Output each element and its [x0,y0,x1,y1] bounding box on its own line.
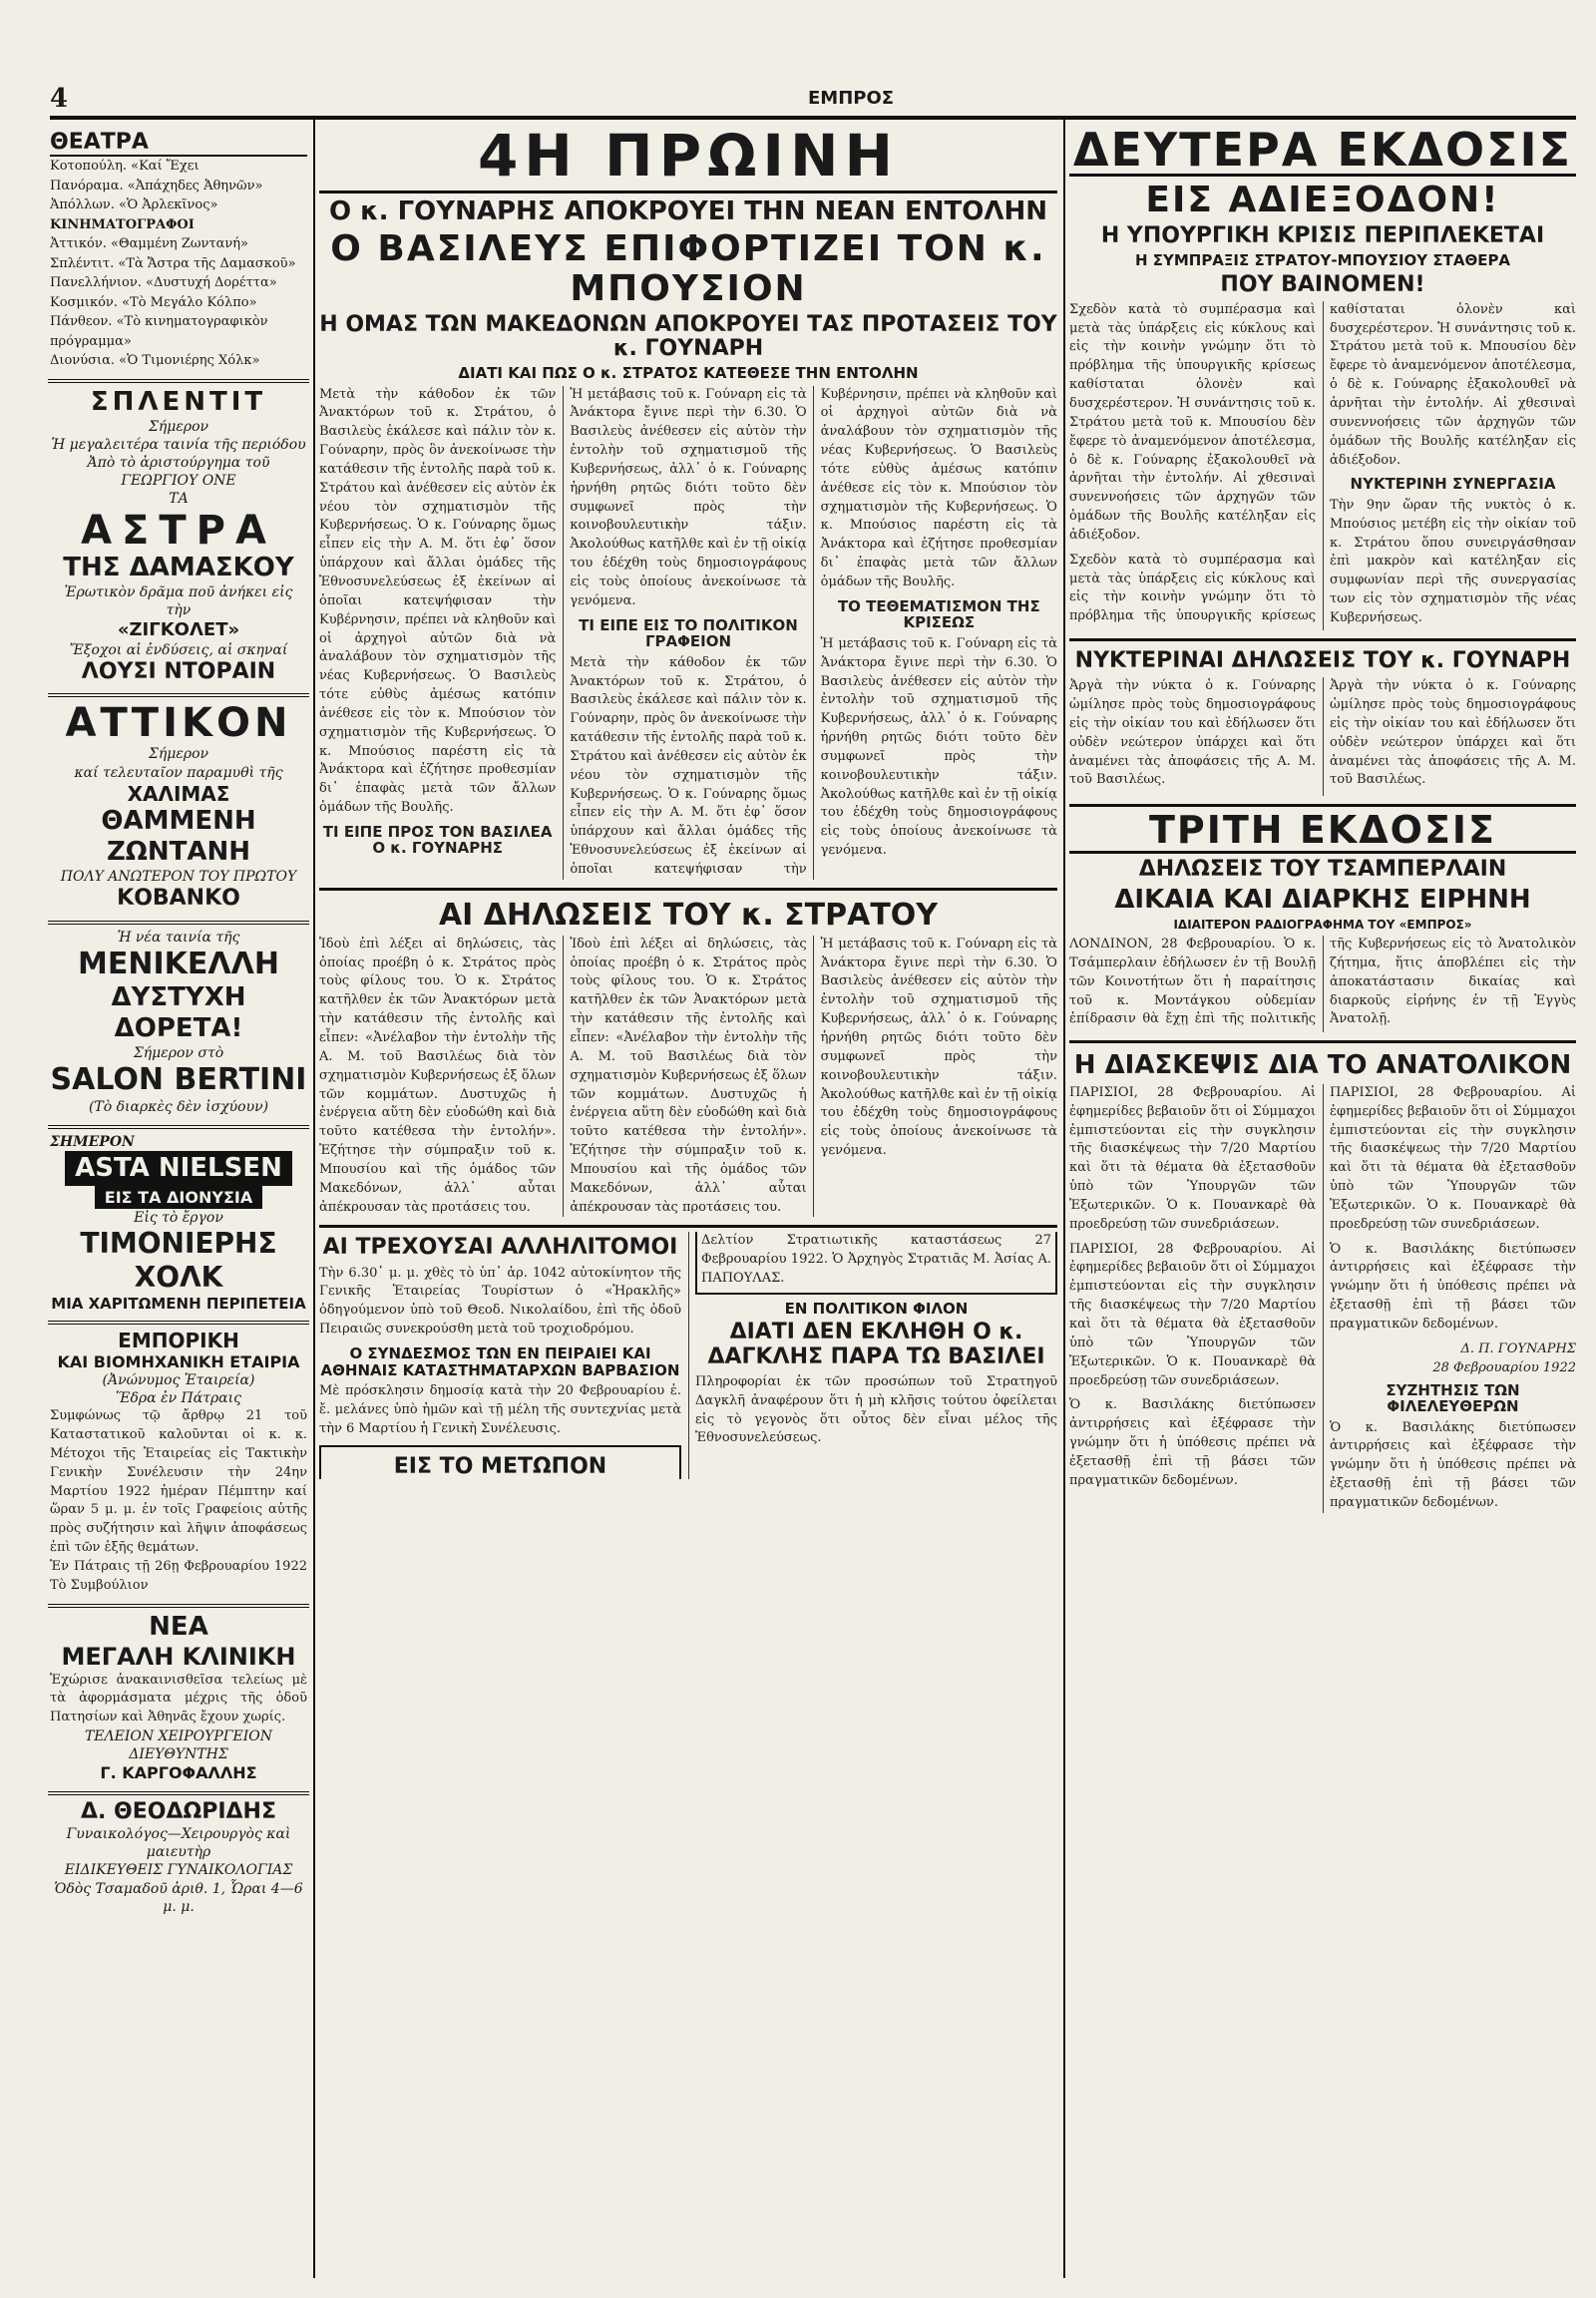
paragraph: Τὴν 6.30᾽ μ. μ. χθὲς τὸ ὑπ᾽ ἀρ. 1042 αὐτοκίνητον τῆς Γενικῆς Ἑταιρείας Τουρίστων ὁ «Ἡρακλῆς» ὁδηγούμενον ὑπὸ τοῦ Θεοδ. Νικολαίδου, ἐπὶ τῆς ὁδοῦ Πειραιῶς συνεκρούσθη μετὰ τοῦ τροχιοδρόμου. [319,1265,681,1338]
headline: ΕΙΣ ΑΔΙΕΞΟΔΟΝ! [1145,180,1500,221]
paragraph: Ἀργὰ τὴν νύκτα ὁ κ. Γούναρης ὡμίλησε πρὸς τοὺς δημοσιογράφους εἰς τὴν οἰκίαν του καὶ ἐδήλωσεν ὅτι οὐδὲν νεώτερον ὑπάρχει καὶ ὅτι ἀναμένει τὰς ἀποφάσεις τῆς Α. Μ. τοῦ Βασιλέως. [1330,678,1576,788]
theatre-line: ΚΙΝΗΜΑΤΟΓΡΑΦΟΙ [50,216,195,232]
headline: Ο κ. ΓΟΥΝΑΡΗΣ ΑΠΟΚΡΟΥΕΙ ΤΗΝ ΝΕΑΝ ΕΝΤΟΛΗΝ [329,195,1047,226]
headline: ΠΟΥ ΒΑΙΝΟΜΕΝ! [1220,271,1425,297]
splendid-series: «ΖΙΓΚΟΛΕΤ» [117,619,240,641]
paragraph: ΛΟΝΔΙΝΟΝ, 28 Φεβρουαρίου. Ὁ κ. Τσάμπερλαιν ἐδήλωσεν ἐν τῇ Βουλῇ τῶν Κοινοτήτων ὅτι ἡ παραίτησις τοῦ κ. Μοντάγκου οὐδεμίαν ἐπίδρασιν θὰ ἔχῃ ἐπὶ τῆς πολιτικῆς τῆς Κυβερνήσεως εἰς τὸ Ἀνατολικὸν ζήτημα, ἥτις ἀποβλέπει εἰς τὴν ἀποκατάστασιν δικαίας καὶ διαρκοῦς εἰρήνης ἐν τῇ Ἐγγὺς Ἀνατολῇ. [1069,937,1576,1027]
clinic-director-label: ΔΙΕΥΘΥΝΤΗΣ [129,1746,228,1763]
paragraph: Ὁ κ. Βασιλάκης διετύπωσεν ἀντιρρήσεις καὶ ἐξέφρασε τὴν γνώμην ὅτι ἡ ὑπόθεσις πρέπει νὰ ἐξετασθῇ ἐπὶ τῇ βάσει τῶν πραγματικῶν δεδομένων. [1330,1241,1576,1332]
subheading: ΤΟ ΤΕΘΕΜΑΤΙΣΜΟΝ ΤΗΣ ΚΡΙΣΕΩΣ [837,596,1040,632]
splendid-desc: Ἐρωτικὸν δρᾶμα ποῦ ἀνήκει εἰς τὴν [64,583,293,618]
company-title2: ΚΑΙ ΒΙΟΜΗΧΑΝΙΚΗ ΕΤΑΙΡΙΑ [57,1351,300,1371]
splendid-film2: ΤΗΣ ΔΑΜΑΣΚΟΥ [63,552,294,582]
edition-title: ΤΡΙΤΗ ΕΚΔΟΣΙΣ [1069,811,1576,854]
headline: Η ΔΙΑΣΚΕΨΙΣ ΔΙΑ ΤΟ ΑΝΑΤΟΛΙΚΟΝ [1073,1050,1572,1081]
doctor-spec2: ΕΙΔΙΚΕΥΘΕΙΣ ΓΥΝΑΙΚΟΛΟΓΙΑΣ [64,1862,293,1879]
subheading: ΤΙ ΕΙΠΕ ΕΙΣ ΤΟ ΠΟΛΙΤΙΚΟΝ ΓΡΑΦΕΙΟΝ [579,615,798,651]
splendid-film1: ΑΣΤΡΑ [81,507,276,554]
paragraph: Ἡ μετάβασις τοῦ κ. Γούναρη εἰς τὰ Ἀνάκτορα ἔγινε περὶ τὴν 6.30. Ὁ Βασιλεὺς ἀνέθεσεν εἰς αὐτὸν τὴν ἐντολὴν τοῦ σχηματισμοῦ τῆς Κυβερνήσεως, ἀλλ᾽ ὁ κ. Γούναρης ἠρνήθη ρητῶς διότι τοῦτο δὲν συμφωνεῖ πρὸς τὴν κοινοβουλευτικὴν τάξιν. Ἀκολούθως κατῆλθε καὶ ἐν τῇ οἰκίᾳ του ἐδέχθη τοὺς δημοσιογράφους εἰς τοὺς ὁποίους ἀνεκοίνωσε τὰ γενόμενα. [820,936,1057,1159]
paragraph: Ἡ μετάβασις τοῦ κ. Γούναρη εἰς τὰ Ἀνάκτορα ἔγινε περὶ τὴν 6.30. Ὁ Βασιλεὺς ἀνέθεσεν εἰς αὐτὸν τὴν ἐντολὴν τοῦ σχηματισμοῦ τῆς Κυβερνήσεως, ἀλλ᾽ ὁ κ. Γούναρης ἠρνήθη ρητῶς διότι τοῦτο δὲν συμφωνεῖ πρὸς τὴν κοινοβουλευτικὴν τάξιν. Ἀκολούθως κατῆλθε καὶ ἐν τῇ οἰκίᾳ του ἐδέχθη τοὺς δημοσιογράφους εἰς τοὺς ὁποίους ἀνεκοίνωσε τὰ γενόμενα. [570,386,807,608]
headline: Η ΣΥΜΠΡΑΞΙΣ ΣΤΡΑΤΟΥ-ΜΠΟΥΣΙΟΥ ΣΤΑΘΕΡΑ [1134,251,1511,270]
date-line: 28 Φεβρουαρίου 1922 [1432,1359,1576,1375]
clinic-ad [48,1608,309,1795]
attikon-film2: ΘΑΜΜΕΝΗ ΖΩΝΤΑΝΗ [101,805,256,867]
clinic-dept: ΤΕΛΕΙΟΝ ΧΕΙΡΟΥΡΓΕΙΟΝ [84,1728,273,1745]
splendid-the: ΤΑ [169,491,189,508]
headline: ΙΔΙΑΙΤΕΡΟΝ ΡΑΔΙΟΓΡΑΦΗΜΑ ΤΟΥ «ΕΜΠΡΟΣ» [1173,917,1472,932]
attikon-name: ΑΤΤΙΚΟΝ [65,700,292,747]
attikon-intro: καί τελευταῖον παραμυθὶ τῆς [74,764,283,781]
paragraph: Ὁ κ. Βασιλάκης διετύπωσεν ἀντιρρήσεις καὶ ἐξέφρασε τὴν γνώμην ὅτι ἡ ὑπόθεσις πρέπει νὰ ἐξετασθῇ ἐπὶ τῇ βάσει τῶν πραγματικῶν δεδομένων. [1330,1419,1576,1510]
theatre-line: Πανόραμα. «Ἀπάχηδες Ἀθηνῶν» [50,178,263,193]
asta-film: ΤΙΜΟΝΙΕΡΗΣ ΧΟΛΚ [80,1227,277,1294]
theatre-line: Σπλέντιτ. «Τὰ Ἄστρα τῆς Δαμασκοῦ» [50,255,296,271]
paragraph: Σχεδὸν κατὰ τὸ συμπέρασμα καὶ μετὰ τὰς ὑπάρξεις εἰς κύκλους καὶ εἰς τὴν κοινὴν γνώμην ὅτι τὸ πρόβλημα τῆς ὑπουργικῆς κρίσεως καθίσταται ὁλονὲν καὶ δυσχερέστερον. Ἡ συνάντησις τοῦ κ. Στράτου μετὰ τοῦ κ. Μπουσίου δὲν ἔφερε τὸ ἀναμενόμενον ἀποτέλεσμα, ὁ δὲ κ. Γούναρης ἐξακολουθεῖ νὰ ἀρνῆται τὴν ἐντολήν. Αἱ χθεσιναὶ συνεννοήσεις τῶν ἀρχηγῶν τῶν ὁμάδων τῆς Βουλῆς κατέληξαν εἰς ἀδιέξοδον. [1069,301,1576,624]
column-rule [313,120,315,2278]
theatre-line: Πανελλήνιον. «Δυστυχή Δορέττα» [50,275,277,290]
right-column [1069,126,1576,2278]
article-body [319,386,1057,880]
asta-line: ΜΙΑ ΧΑΡΙΤΩΜΕΝΗ ΠΕΡΙΠΕΤΕΙΑ [51,1294,306,1313]
paragraph: ΠΑΡΙΣΙΟΙ, 28 Φεβρουαρίου. Αἱ ἐφημερίδες βεβαιοῦν ὅτι οἱ Σύμμαχοι ἐμπιστεύονται εἰς τὴν συγκλησιν τῆς διασκέψεως τὴν 7/20 Μαρτίου καὶ ὅτι τὰ θέματα θὰ ἐξετασθοῦν ὑπὸ τῶν Ὑπουργῶν τῶν Ἐξωτερικῶν. Ὁ κ. Πουανκαρὲ θὰ προεδρεύσῃ τῶν συνεδριάσεων. [1330,1084,1576,1232]
menikelli-film: ΔΥΣΤΥΧΗ ΔΟΡΕΤΑ! [111,981,246,1044]
headline: ΔΙΑΤΙ ΚΑΙ ΠΩΣ Ο κ. ΣΤΡΑΤΟΣ ΚΑΤΕΘΕΣΕ ΤΗΝ ΕΝΤΟΛΗΝ [458,364,919,383]
headline: Η ΟΜΑΣ ΤΩΝ ΜΑΚΕΔΟΝΩΝ ΑΠΟΚΡΟΥΕΙ ΤΑΣ ΠΡΟΤΑΣΕΙΣ ΤΟΥ κ. ΓΟΥΝΑΡΗ [319,311,1057,361]
paragraph: Μὲ πρόσκλησιν δημοσίᾳ κατὰ τὴν 20 Φεβρουαρίου ἐ. ἔ. μελάνες ὑπὸ ἡμῶν καὶ τῇ μέλη τῆς συντεχνίας μετὰ τὴν 6 Μαρτίου ἡ Γενικὴ Συνέλευσις. [319,1383,681,1436]
attikon-film1: ΧΑΛΙΜΑΣ [127,781,230,806]
article-body [1069,1084,1576,1513]
theatres-listing [48,126,309,383]
attikon-ad [48,697,309,924]
asta-name: ASTA NIELSEN [65,1151,292,1186]
headline: ΝΥΚΤΕΡΙΝΑΙ ΔΗΛΩΣΕΙΣ ΤΟΥ κ. ΓΟΥΝΑΡΗ [1074,647,1571,673]
paragraph: Ὁ κ. Βασιλάκης διετύπωσεν ἀντιρρήσεις καὶ ἐξέφρασε τὴν γνώμην ὅτι ἡ ὑπόθεσις πρέπει νὰ ἐξετασθῇ ἐπὶ τῇ βάσει τῶν πραγματικῶν δεδομένων. [1069,1397,1316,1488]
doctor-spec: Γυναικολόγος—Χειρουργὸς καὶ μαιευτὴρ [66,1826,291,1861]
menikelli-today: Σήμερον στὸ [133,1045,224,1062]
headline: Ο ΣΥΝΔΕΣΜΟΣ ΤΩΝ ΕΝ ΠΕΙΡΑΙΕΙ ΚΑΙ ΑΘΗΝΑΙΣ ΚΑΤΑΣΤΗΜΑΤΑΡΧΩΝ ΒΑΡΒΑΣΙΟΝ [320,1344,680,1379]
headline: Ο ΒΑΣΙΛΕΥΣ ΕΠΙΦΟΡΤΙΖΕΙ ΤΟΝ κ. ΜΠΟΥΣΙΟΝ [330,228,1046,310]
attikon-today: Σήμερον [148,746,209,763]
subheading: ΤΙ ΕΙΠΕ ΠΡΟΣ ΤΟΝ ΒΑΣΙΛΕΑ Ο κ. ΓΟΥΝΑΡΗΣ [322,822,553,858]
accidents-article [319,1236,681,1438]
paragraph: Τὴν 9ην ὥραν τῆς νυκτὸς ὁ κ. Μπούσιος μετέβη εἰς τὴν οἰκίαν τοῦ κ. Στράτου ὅπου συνειργάσθησαν ἐπὶ μακρὸν καὶ κατέληξαν εἰς συμφωνίαν περὶ τῆς συνεργασίας των εἰς τὸν σχηματισμὸν τῆς νέας Κυβερνήσεως. [1330,497,1576,625]
clinic-body: Ἐχώρισε ἀνακαινισθεῖσα τελείως μὲ τὰ ἀφορμάσματα μέχρις τῆς ὁδοῦ Πατησίων καὶ Ἀθηνᾶς ἔχουν χωρίς. [50,1672,307,1725]
left-column [48,126,309,2278]
asta-today: ΣΗΜΕΡΟΝ [50,1133,135,1150]
headline: ΔΙΚΑΙΑ ΚΑΙ ΔΙΑΡΚΗΣ ΕΙΡΗΝΗ [1114,885,1531,916]
paper-name: ΕΜΠΡΟΣ [808,88,895,109]
paragraph: Μετὰ τὴν κάθοδον ἐκ τῶν Ἀνακτόρων τοῦ κ. Στράτου, ὁ Βασιλεὺς ἐκάλεσε καὶ πάλιν τὸν κ. Γούναρην, πρὸς ὃν ἀνεκοίνωσε τὴν κατάθεσιν τῆς ἐντολῆς παρὰ τοῦ κ. Στράτου καὶ ἀνέθεσεν εἰς αὐτὸν ἐκ νέου τὸν σχηματισμὸν τῆς Κυβερνήσεως. Ὁ κ. Γούναρης ὅμως εἶπεν εἰς τὴν Α. Μ. ὅτι ἐφ᾽ ὅσον ὑπάρχουν καὶ ἄλλαι ὁμάδες τῆς Ἐθνοσυνελεύσεως ἐξ ἐκείνων αἱ ὁποῖαι κατεψήφισαν τὴν Κυβέρνησιν, πρέπει νὰ κληθοῦν καὶ οἱ ἀρχηγοὶ αὐτῶν διὰ νὰ ἀναλάβουν τὸν σχηματισμὸν τῆς νέας Κυβερνήσεως. Ὁ Βασιλεὺς τότε εὐθὺς ἀμέσως κατόπιν ἀνέθεσε εἰς τὸν κ. Μπούσιον τὸν σχηματισμὸν τῆς Κυβερνήσεως. Ὁ κ. Μπούσιος παρέστη εἰς τὰ Ἀνάκτορα καὶ ἐζήτησε προθεσμίαν δι᾽ ἐπαφὰς μετὰ τῶν ἄλλων ὁμάδων τῆς Βουλῆς. [319,386,557,816]
company-seat: Ἕδρα ἐν Πάτραις [116,1389,241,1406]
theatre-line: Διονύσια. «Ὁ Τιμονιέρης Χόλκ» [50,353,260,368]
paragraph: ΠΑΡΙΣΙΟΙ, 28 Φεβρουαρίου. Αἱ ἐφημερίδες βεβαιοῦν ὅτι οἱ Σύμμαχοι ἐμπιστεύονται εἰς τὴν συγκλησιν τῆς διασκέψεως τὴν 7/20 Μαρτίου καὶ ὅτι τὰ θέματα θὰ ἐξετασθοῦν ὑπὸ τῶν Ὑπουργῶν τῶν Ἐξωτερικῶν. Ὁ κ. Πουανκαρὲ θὰ προεδρεύσῃ τῶν συνεδριάσεων. [1069,1241,1316,1388]
masthead [50,84,1576,120]
theatres-title: ΘΕΑΤΡΑ [50,130,307,157]
paragraph: Ἰδοὺ ἐπὶ λέξει αἱ δηλώσεις, τὰς ὁποίας προέβη ὁ κ. Στράτος πρὸς τοὺς φίλους του. Ὁ κ. Στράτος κατῆλθεν ἐκ τῶν Ἀνακτόρων μετὰ τὴν κατάθεσιν τῆς ἐντολῆς καὶ εἶπεν: «Ἀνέλαβον τὴν ἐντολὴν τῆς Α. Μ. τοῦ Βασιλέως διὰ τὸν σχηματισμὸν Κυβερνήσεως ἐξ ὅλων τῶν κομμάτων. Δυστυχῶς ἡ ἐνέργεια αὕτη δὲν εὐοδώθη καὶ διὰ τοῦτο κατέθεσα τὴν ἐντολήν». Ἐζήτησε τὴν σύμπραξιν τοῦ κ. Μπουσίου καὶ τῆς ὁμάδος τῶν Μακεδόνων, ἀλλ᾽ αὗται ἀπέκρουσαν τὰς προτάσεις του. [319,936,557,1215]
center-column [319,126,1057,2278]
headline: ΔΗΛΩΣΕΙΣ ΤΟΥ ΤΣΑΜΠΕΡΛΑΙΝ [1138,857,1507,883]
page-number: 4 [50,84,69,114]
doctor-ad [48,1795,309,1924]
paragraph: Μετὰ τὴν κάθοδον ἐκ τῶν Ἀνακτόρων τοῦ κ. Στράτου, ὁ Βασιλεὺς ἐκάλεσε καὶ πάλιν τὸν κ. Γούναρην, πρὸς ὃν ἀνεκοίνωσε τὴν κατάθεσιν τῆς ἐντολῆς παρὰ τοῦ κ. Στράτου καὶ ἀνέθεσεν εἰς αὐτὸν ἐκ νέου τὸν σχηματισμὸν τῆς Κυβερνήσεως. Ὁ κ. Γούναρης ὅμως εἶπεν εἰς τὴν Α. Μ. ὅτι ἐφ᾽ ὅσον ὑπάρχουν καὶ ἄλλαι ὁμάδες τῆς Ἐθνοσυνελεύσεως ἐξ ἐκείνων αἱ ὁποῖαι κατεψήφισαν τὴν Κυβέρνησιν, πρέπει νὰ κληθοῦν καὶ οἱ ἀρχηγοὶ αὐτῶν διὰ νὰ ἀναλάβουν τὸν σχηματισμὸν τῆς νέας Κυβερνήσεως. Ὁ Βασιλεὺς τότε εὐθὺς ἀμέσως κατόπιν ἀνέθεσε εἰς τὸν κ. Μπούσιον τὸν σχηματισμὸν τῆς Κυβερνήσεως. Ὁ κ. Μπούσιος παρέστη εἰς τὰ Ἀνάκτορα καὶ ἐζήτησε προθεσμίαν δι᾽ ἐπαφὰς μετὰ τῶν ἄλλων ὁμάδων τῆς Βουλῆς. [570,386,1057,877]
article-body [319,936,1057,1218]
splendid-name: ΣΠΛΕΝΤΙΤ [90,386,267,417]
column-rule [1063,120,1065,2278]
splendid-extra: Ἔξοχοι αἱ ἐνδύσεις, αἱ σκηναί [69,641,288,658]
splendid-today: Σήμερον [148,418,209,435]
clinic-director: Γ. ΚΑΡΓΟΦΑΛΛΗΣ [100,1763,257,1783]
clinic-title: ΜΕΓΑΛΗ ΚΛΙΝΙΚΗ [61,1642,296,1671]
menikelli-name: ΜΕΝΙΚΕΛΛΗ [78,946,279,981]
headline: Η ΥΠΟΥΡΓΙΚΗ ΚΡΙΣΙΣ ΠΕΡΙΠΛΕΚΕΤΑΙ [1100,222,1545,248]
paragraph: Πληροφορίαι ἐκ τῶν προσώπων τοῦ Στρατηγοῦ Δαγκλῆ ἀναφέρουν ὅτι ἡ μὴ κλῆσις τούτου ὀφείλεται εἰς τὸ γεγονὸς ὅτι οὗτος δὲν εἶναι μέλος τῆς Ἐθνοσυνελεύσεως. [695,1373,1057,1446]
company-notice [48,1325,309,1608]
asta-venue: ΕΙΣ ΤΑ ΔΙΟΝΥΣΙΑ [95,1186,262,1209]
paragraph: Ἰδοὺ ἐπὶ λέξει αἱ δηλώσεις, τὰς ὁποίας προέβη ὁ κ. Στράτος πρὸς τοὺς φίλους του. Ὁ κ. Στράτος κατῆλθεν ἐκ τῶν Ἀνακτόρων μετὰ τὴν κατάθεσιν τῆς ἐντολῆς καὶ εἶπεν: «Ἀνέλαβον τὴν ἐντολὴν τῆς Α. Μ. τοῦ Βασιλέως διὰ τὸν σχηματισμὸν Κυβερνήσεως ἐξ ὅλων τῶν κομμάτων. Δυστυχῶς ἡ ἐνέργεια αὕτη δὲν εὐοδώθη καὶ διὰ τοῦτο κατέθεσα τὴν ἐντολήν». Ἐζήτησε τὴν σύμπραξιν τοῦ κ. Μπουσίου καὶ τῆς ὁμάδος τῶν Μακεδόνων, ἀλλ᾽ αὗται ἀπέκρουσαν τὰς προτάσεις του. [570,936,807,1215]
asta-ad [48,1129,309,1325]
headline: ΕΙΣ ΤΟ ΜΕΤΩΠΟΝ [393,1453,607,1479]
subheading: ΣΥΖΗΤΗΣΙΣ ΤΩΝ ΦΙΛΕΛΕΥΘΕΡΩΝ [1386,1380,1520,1416]
clinic-new: ΝΕΑ [149,1611,208,1642]
splendid-star: ΛΟΥΣΙ ΝΤΟΡΑΙΝ [81,658,276,684]
headline: ΑΙ ΤΡΕΧΟΥΣΑΙ ΑΛΛΗΛΙΤΟΜΟΙ [322,1235,678,1261]
attikon-extra: ΠΟΛΥ ΑΝΩΤΕΡΟΝ ΤΟΥ ΠΡΩΤΟΥ [60,869,297,886]
subheading: ΝΥΚΤΕΡΙΝΗ ΣΥΝΕΡΓΑΣΙΑ [1350,475,1556,494]
headline: ΔΙΑΤΙ ΔΕΝ ΕΚΛΗΘΗ Ο κ. ΔΑΓΚΛΗΣ ΠΑΡΑ ΤΩ ΒΑΣΙΛΕΙ [707,1320,1045,1369]
asta-intro: Εἰς τὸ ἔργον [134,1210,223,1227]
theatre-line: Ἀπόλλων. «Ὁ Ἀρλεκῖνος» [50,197,218,212]
article-body [1069,301,1576,630]
paragraph: Δελτίον Στρατιωτικῆς καταστάσεως 27 Φεβρουαρίου 1922. Ὁ Ἀρχηγὸς Στρατιᾶς Μ. Ἀσίας Α. ΠΑΠΟΥΛΑΣ. [701,1233,1051,1287]
menikelli-ad [48,925,309,1129]
headline: ΕΝ ΠΟΛΙΤΙΚΟΝ ΦΙΛΟΝ [784,1299,969,1318]
edition-title: ΔΕΥΤΕΡΑ ΕΚΔΟΣΙΣ [1069,126,1576,177]
splendid-text: Ἡ μεγαλειτέρα ταινία τῆς περιόδου Ἀπὸ τὸ ἀριστούργημα τοῦ ΓΕΩΡΓΙΟΥ ΟΝΕ [51,436,306,490]
theatre-line: Κοτοπούλη. «Καί Ἔχει [50,159,200,174]
theatre-line: Κοσμικόν. «Τὸ Μεγάλο Κόλπο» [50,294,257,310]
signature: Δ. Π. ΓΟΥΝΑΡΗΣ [1460,1340,1576,1356]
paragraph: Ἡ μετάβασις τοῦ κ. Γούναρη εἰς τὰ Ἀνάκτορα ἔγινε περὶ τὴν 6.30. Ὁ Βασιλεὺς ἀνέθεσεν εἰς αὐτὸν τὴν ἐντολὴν τοῦ σχηματισμοῦ τῆς Κυβερνήσεως, ἀλλ᾽ ὁ κ. Γούναρης ἠρνήθη ρητῶς διότι τοῦτο δὲν συμφωνεῖ πρὸς τὴν κοινοβουλευτικὴν τάξιν. Ἀκολούθως κατῆλθε καὶ ἐν τῇ οἰκίᾳ του ἐδέχθη τοὺς δημοσιογράφους εἰς τοὺς ὁποίους ἀνεκοίνωσε τὰ γενόμενα. [820,635,1057,859]
company-body: Συμφώνως τῷ ἄρθρῳ 21 τοῦ Καταστατικοῦ καλοῦνται οἱ κ. κ. Μέτοχοι τῆς Ἑταιρείας εἰς Τακτικὴν Γενικὴν Συνέλευσιν τὴν 24ην Μαρτίου 1922 ἡμέραν Πέμπτην καί ὥραν 5 μ. μ. ἐν τοῖς Γραφείοις αὐτῆς πρὸς συζήτησιν καὶ λῆψιν ἀποφάσεως ἐπὶ τῶν ἑξῆς θεμάτων. [50,1408,307,1556]
menikelli-note: (Τὸ διαρκὲς δὲν ἰσχύουν) [88,1099,269,1116]
attikon-star: ΚΟΒΑΝΚΟ [117,886,240,912]
theatre-line: Πάνθεον. «Τὸ κινηματογραφικὸν πρόγραμμα» [50,314,268,349]
company-sub: (Ἀνώνυμος Ἑταιρεία) [102,1371,255,1388]
theatre-line: Ἀττικόν. «Θαμμένη Ζωντανή» [50,236,248,251]
edition-title: 4Η ΠΡΩΙΝΗ [319,126,1057,193]
paragraph: Ἀργὰ τὴν νύκτα ὁ κ. Γούναρης ὡμίλησε πρὸς τοὺς δημοσιογράφους εἰς τὴν οἰκίαν του καὶ ἐδήλωσεν ὅτι οὐδὲν νεώτερον ὑπάρχει καὶ ὅτι ἀναμένει τὰς ἀποφάσεις τῆς Α. Μ. τοῦ Βασιλέως. [1069,678,1316,788]
company-footer: Ἐν Πάτραις τῇ 26ῃ Φεβρουαρίου 1922 Τὸ Συμβούλιον [50,1558,307,1593]
article-body [1069,677,1576,796]
splendid-ad [48,383,309,698]
menikelli-intro: Ἡ νέα ταινία τῆς [117,929,240,946]
headline: ΑΙ ΔΗΛΩΣΕΙΣ ΤΟΥ κ. ΣΤΡΑΤΟΥ [438,897,939,933]
article-body [1069,936,1576,1032]
paragraph: Σχεδὸν κατὰ τὸ συμπέρασμα καὶ μετὰ τὰς ὑπάρξεις εἰς κύκλους καὶ εἰς τὴν κοινὴν γνώμην ὅτι τὸ πρόβλημα τῆς ὑπουργικῆς κρίσεως καθίσταται ὁλονὲν καὶ δυσχερέστερον. Ἡ συνάντησις τοῦ κ. Στράτου μετὰ τοῦ κ. Μπουσίου δὲν ἔφερε τὸ ἀναμενόμενον ἀποτέλεσμα, ὁ δὲ κ. Γούναρης ἐξακολουθεῖ νὰ ἀρνῆται τὴν ἐντολήν. Αἱ χθεσιναὶ συνεννοήσεις τῶν ἀρχηγῶν τῶν ὁμάδων τῆς Βουλῆς κατέληξαν εἰς ἀδιέξοδον. [1069,301,1316,543]
paragraph: ΠΑΡΙΣΙΟΙ, 28 Φεβρουαρίου. Αἱ ἐφημερίδες βεβαιοῦν ὅτι οἱ Σύμμαχοι ἐμπιστεύονται εἰς τὴν συγκλησιν τῆς διασκέψεως τὴν 7/20 Μαρτίου καὶ ὅτι τὰ θέματα θὰ ἐξετασθοῦν ὑπὸ τῶν Ὑπουργῶν τῶν Ἐξωτερικῶν. Ὁ κ. Πουανκαρὲ θὰ προεδρεύσῃ τῶν συνεδριάσεων. [1069,1084,1316,1232]
company-title1: ΕΜΠΟΡΙΚΗ [118,1328,239,1352]
menikelli-venue: SALON BERTINI [50,1062,307,1098]
doctor-addr: Ὁδὸς Τσαμαδοῦ ἀριθ. 1, Ὧραι 4—6 μ. μ. [54,1880,303,1915]
doctor-name: Δ. ΘΕΟΔΩΡΙΔΗΣ [81,1798,276,1824]
